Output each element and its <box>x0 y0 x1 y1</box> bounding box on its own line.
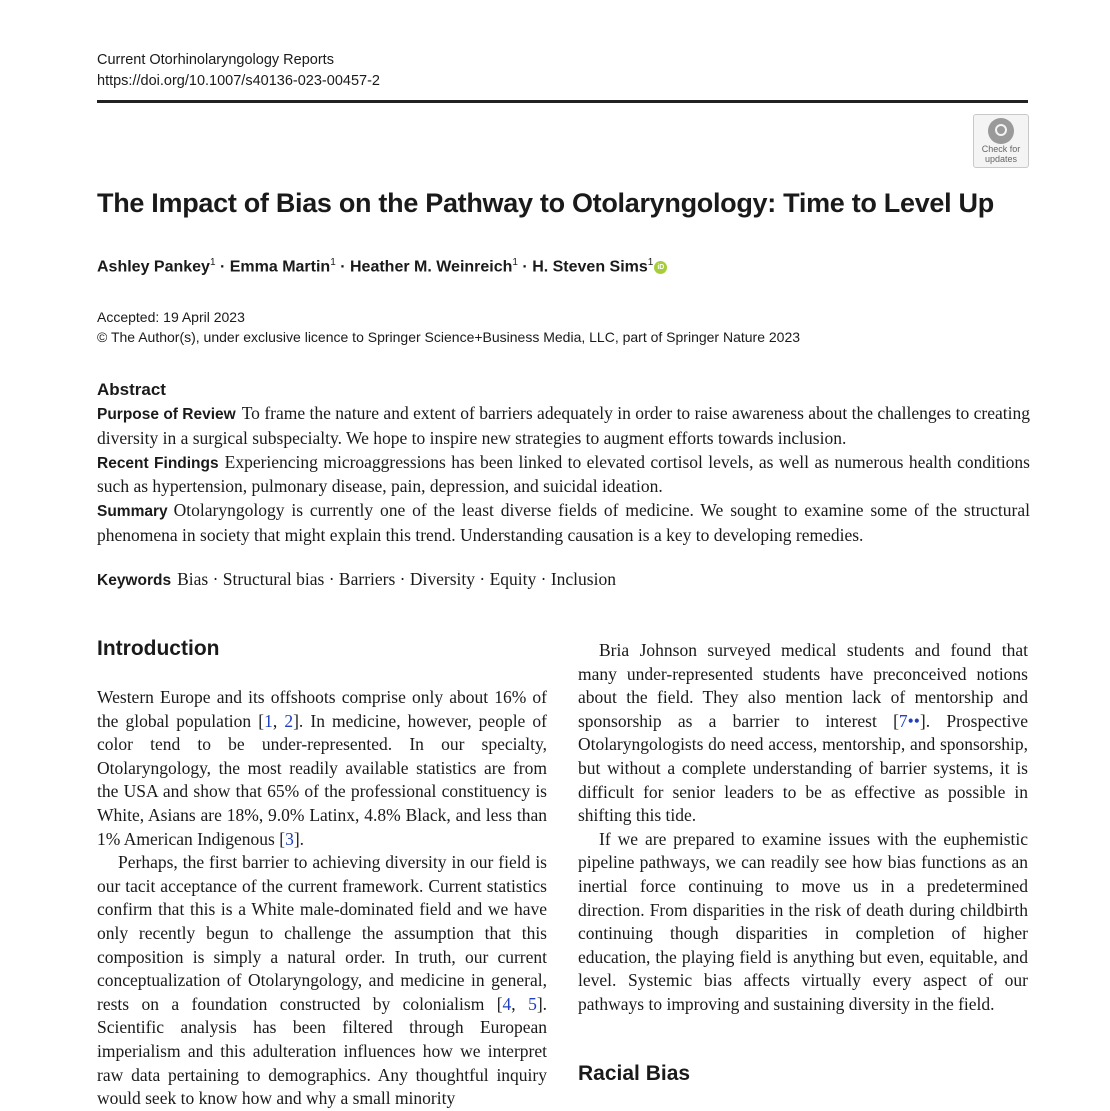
copyright-notice: © The Author(s), under exclusive licence to Springer Science+Business Media, LLC, part of Springer Nature 2023 <box>97 329 801 345</box>
author-list <box>97 250 667 280</box>
abstract-heading: Abstract <box>97 380 166 399</box>
article-title: The Impact of Bias on the Pathway to Otolaryngology: Time to Level Up <box>97 188 994 218</box>
author-separator: · <box>517 258 533 276</box>
section-heading-racial-bias: Racial Bias <box>578 1062 691 1085</box>
abstract-summary <box>97 499 1030 548</box>
update-icon <box>988 118 1014 144</box>
abstract-findings <box>97 451 1030 500</box>
header-rule <box>97 100 1028 103</box>
paragraph: If we are prepared to examine issues with the euphemistic pipeline pathways, we can readily see how bias functions as an inertial force continuing to move us in a predetermined direction. From disparities in the risk of death during childbirth continuing though disparities in completion of higher education, the playing field is anything but even, equitable, and level. Systemic bias affects virtually every aspect of our pathways to improving and sustaining diversity in the field. <box>578 828 1028 1014</box>
publication-dates <box>97 307 800 347</box>
abstract-body <box>97 402 1030 548</box>
journal-name: Current Otorhinolaryngology Reports <box>97 52 334 68</box>
body-column-right <box>578 639 1028 1017</box>
paragraph: Bria Johnson surveyed medical students and found that many under-represented students have preconceived notions about the field. They also mention lack of mentorship and sponsorship as a barrier to interest [7••]. Prospective Otolaryngologists do need access, mentorship, and sponsorship, but without a complete understanding of barrier systems, it is difficult for senior leaders to be as effective as possible in shifting this tide. <box>578 640 1028 826</box>
accepted-date: Accepted: 19 April 2023 <box>97 309 245 325</box>
affiliation-mark: 1 <box>330 257 336 268</box>
author-name[interactable]: Emma Martin <box>229 258 331 276</box>
citation-link[interactable]: 5 <box>528 993 537 1014</box>
abstract-purpose <box>97 402 1030 451</box>
author-name[interactable]: H. Steven Sims <box>532 258 648 276</box>
purpose-label: Purpose of Review <box>97 406 236 423</box>
findings-label: Recent Findings <box>97 454 219 472</box>
paragraph: Western Europe and its offshoots comprise only about 16% of the global population [1, 2]. In medicine, however, people of color tend to be under-represented. In our specialty, Otolaryngology, the most readily available statistics are from the USA and show that 65% of the professional constituency is White, Asians are 18%, 9.0% Latinx, 4.8% Black, and less than 1% American Indigenous [3]. <box>97 687 547 849</box>
affiliation-mark: 1 <box>512 257 518 268</box>
affiliation-mark: 1 <box>209 257 216 268</box>
author-name[interactable]: Heather M. Weinreich <box>349 258 513 276</box>
keywords-text: Bias · Structural bias · Barriers · Diversity · Equity · Inclusion <box>177 569 616 589</box>
author-separator: · <box>215 258 230 276</box>
orcid-icon[interactable]: iD <box>654 261 667 274</box>
summary-label: Summary <box>97 503 168 521</box>
paragraph: Perhaps, the first barrier to achieving diversity in our field is our tacit acceptance of the current framework. Current statistics confirm that this is a White male-dominated field and we have only recently begun to challenge the assumption that this composition is simply a natural order. In truth, our current conceptualization of Otolaryngology, and medicine in general, rests on a foundation constructed by colonialism [4, 5]. Scientific analysis has been filtered through European imperialism and this adulteration influences how we interpret raw data pertaining to demographics. Any thoughtful inquiry would seek to know how and why a small minority <box>97 852 548 1109</box>
citation-link[interactable]: 7•• <box>898 710 920 731</box>
badge-line-1: Check for <box>981 144 1021 154</box>
author-name[interactable]: Ashley Pankey <box>97 258 210 276</box>
summary-text: Otolaryngology is currently one of the least diverse fields of medicine. We sought to examine some of the structural phenomena in society that might explain this trend. Understanding causation is a key to developing remedies. <box>97 500 1030 545</box>
author-separator: · <box>335 258 350 276</box>
affiliation-mark: 1 <box>647 257 654 268</box>
keywords-label: Keywords <box>97 572 172 589</box>
findings-text: Experiencing microaggressions has been linked to elevated cortisol levels, as well as numerous health conditions such as hypertension, pulmonary disease, pain, depression, and suicidal ideation. <box>97 451 1030 497</box>
keywords <box>97 567 616 593</box>
check-for-updates-badge[interactable] <box>973 114 1029 168</box>
journal-header <box>97 50 380 92</box>
citation-link[interactable]: 4 <box>502 993 512 1014</box>
citation-link[interactable]: 2 <box>284 710 294 731</box>
citation-link[interactable]: 1 <box>264 710 273 731</box>
section-heading-introduction: Introduction <box>97 637 220 660</box>
purpose-text: To frame the nature and extent of barriers adequately in order to raise awareness about the challenges to creating diversity in a surgical subspecialty. We hope to inspire new strategies to augment efforts towards inclusion. <box>97 403 1030 448</box>
body-column-left <box>97 686 547 1111</box>
citation-link[interactable]: 3 <box>285 828 294 849</box>
badge-line-2: updates <box>984 154 1018 164</box>
doi-link[interactable]: https://doi.org/10.1007/s40136-023-00457-2 <box>97 73 380 89</box>
